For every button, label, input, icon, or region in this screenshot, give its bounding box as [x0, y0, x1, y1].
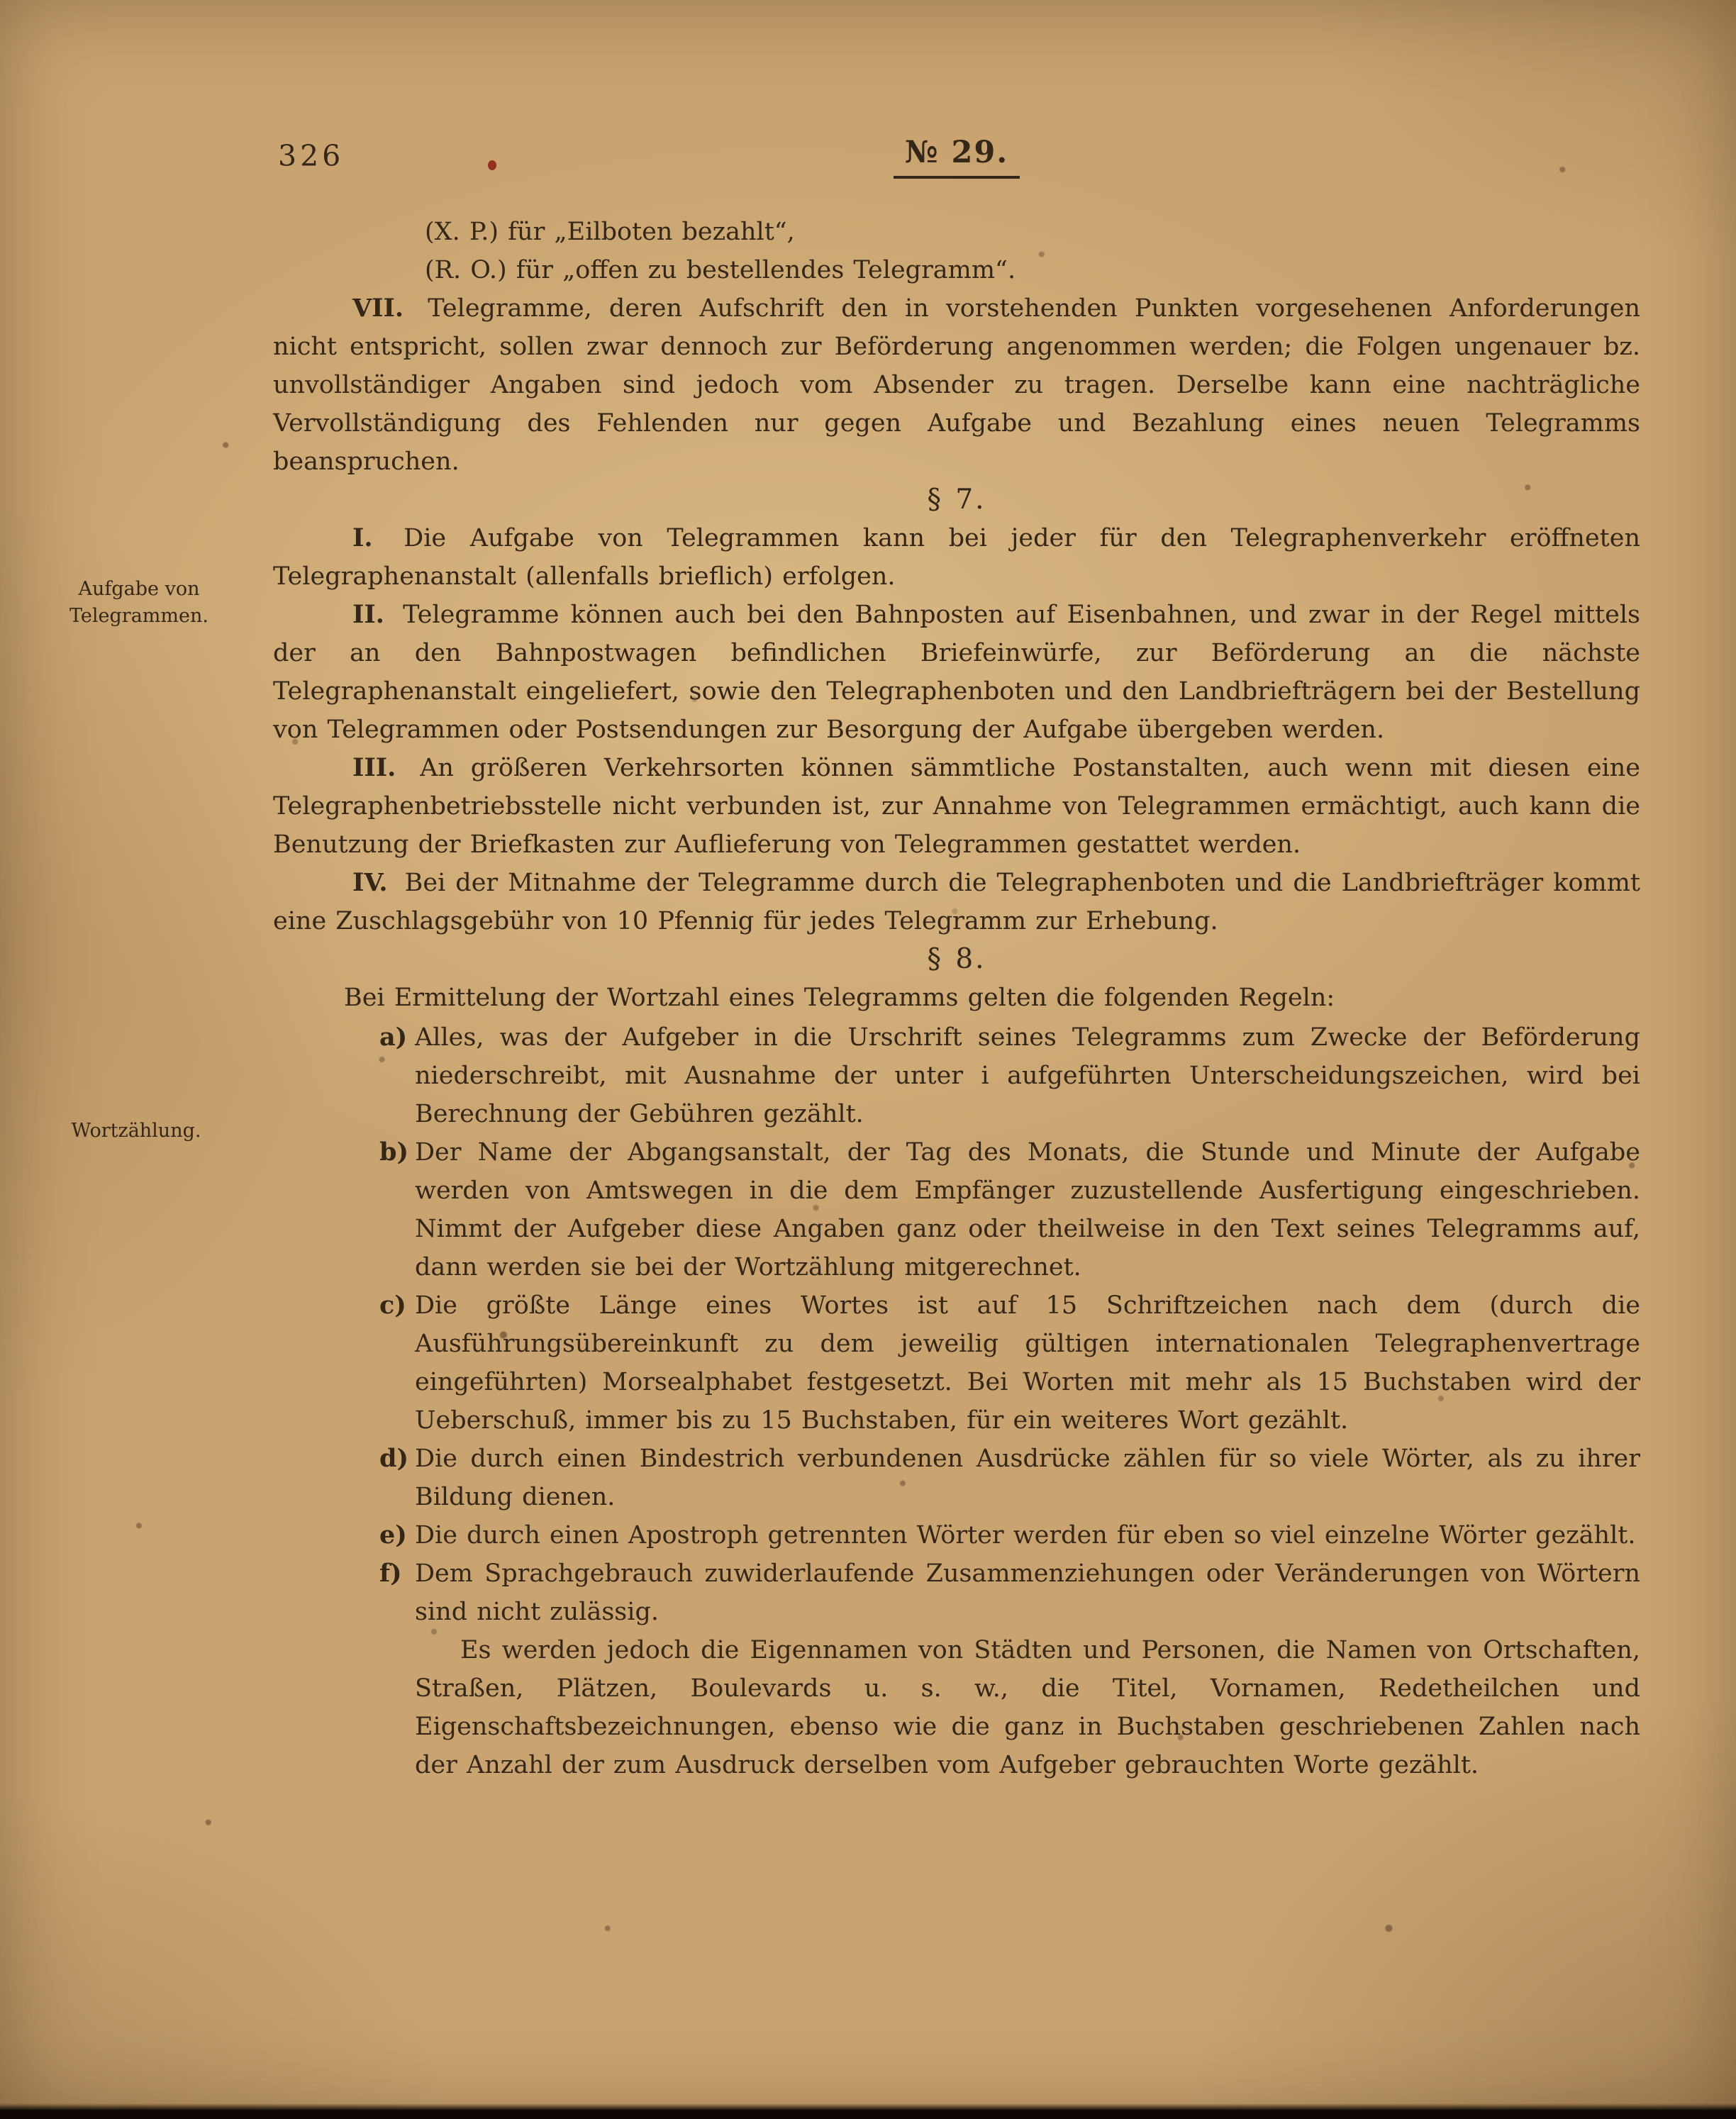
section7-item [273, 749, 1640, 864]
page-number: 326 [278, 139, 345, 173]
rule-text: Alles, was der Aufgeber in die Urschrift seines Telegramms zum Zwecke der Beförderung niederschreibt, mit Ausnahme der unter i aufgeführten Unterscheidungszeichen, wird bei Berechnung der Gebühren gezählt. [415, 1023, 1640, 1128]
paragraph-text: An größeren Verkehrsorten können sämmtliche Postanstalten, auch wenn mit diesen eine Telegraphenbetriebsstelle nicht verbunden ist, zur Annahme von Telegrammen ermächtigt, auch kann die Benutzung der Briefkasten zur Auflieferung von Telegrammen gestattet werden. [273, 754, 1640, 859]
scan-edge-shadow [0, 2103, 1736, 2119]
rule-item [379, 1516, 1640, 1555]
preamble-line: (R. O.) für „offen zu bestellendes Telegramm“. [425, 256, 1016, 284]
section8-closing: Es werden jedoch die Eigennamen von Städten und Personen, die Namen von Ortschaften, Straßen, Plätzen, Boulevards u. s. w., die Titel, Vornamen, Redetheilchen und Eigenschaftsbezeichnungen, ebenso wie die ganz in Buchstaben geschriebenen Zahlen nach der Anzahl der zum Ausdruck derselben vom Aufgeber gebrauchten Worte gezählt. [415, 1636, 1640, 1779]
text-column [273, 213, 1640, 1784]
section-heading-8: § 8. [927, 943, 986, 975]
issue-number: № 29. [894, 135, 1020, 179]
rule-item [379, 1286, 1640, 1440]
rule-letter: f) [379, 1559, 402, 1588]
rule-letter: d) [379, 1444, 409, 1473]
paragraph-text: Telegramme, deren Aufschrift den in vorstehenden Punkten vorgesehenen Anforderungen nicht entspricht, sollen zwar dennoch zur Beförderung angenommen werden; die Folgen ungenauer bz. unvollständiger Angaben sind jedoch vom Absender zu tragen. Derselbe kann eine nachträgliche Vervollständigung des Fehlenden nur gegen Aufgabe und Bezahlung eines neuen Telegramms beanspruchen. [273, 294, 1640, 476]
rule-letter: a) [379, 1023, 408, 1052]
section7-item [273, 519, 1640, 596]
paragraph-text: Telegramme können auch bei den Bahnposten auf Eisenbahnen, und zwar in der Regel mittels der an den Bahnpostwagen befindlichen Briefeinwürfe, zur Beförderung an die nächste Telegraphenanstalt eingeliefert, sowie den Telegraphenboten und den Landbriefträgern bei der Bestellung von Telegrammen oder Postsendungen zur Besorgung der Aufgabe übergeben werden. [273, 601, 1640, 744]
paragraph-numeral: VII. [352, 294, 404, 323]
preamble-line: (X. P.) für „Eilboten bezahlt“, [425, 218, 795, 246]
rule-text: Die größte Länge eines Wortes ist auf 15 Schriftzeichen nach dem (durch die Ausführungsübereinkunft zu dem jeweilig gültigen internationalen Telegraphenvertrage eingeführten) Morsealphabet festgesetzt. Bei Worten mit mehr als 15 Buchstaben wird der Ueberschuß, immer bis zu 15 Buchstaben, für ein weiteres Wort gezählt. [415, 1291, 1640, 1435]
rule-item [379, 1555, 1640, 1631]
section7-item [273, 864, 1640, 940]
rule-item [379, 1018, 1640, 1133]
rule-text: Die durch einen Bindestrich verbundenen Ausdrücke zählen für so viele Wörter, als zu ihrer Bildung dienen. [415, 1445, 1640, 1511]
rule-item [379, 1133, 1640, 1286]
section8-rules [379, 1018, 1640, 1784]
section8-intro: Bei Ermittelung der Wortzahl eines Telegramms gelten die folgenden Regeln: [344, 984, 1335, 1012]
margin-note-wortzaehlung: Wortzählung. [71, 1120, 201, 1142]
rule-text: Die durch einen Apostroph getrennten Wörter werden für eben so viel einzelne Wörter gezählt. [415, 1521, 1636, 1550]
margin-note-aufgabe: Aufgabe von Telegrammen. [69, 578, 208, 627]
paragraph-text: Die Aufgabe von Telegrammen kann bei jeder für den Telegraphenverkehr eröffneten Telegraphenanstalt (allenfalls brieflich) erfolgen. [273, 524, 1640, 591]
rule-letter: b) [379, 1138, 409, 1167]
paragraph-numeral: III. [352, 753, 396, 782]
paragraph-vii [273, 289, 1640, 481]
section7-item [273, 596, 1640, 749]
paragraph-numeral: II. [352, 600, 384, 629]
rule-text: Dem Sprachgebrauch zuwiderlaufende Zusammenziehungen oder Veränderungen von Wörtern sind nicht zulässig. [415, 1559, 1640, 1626]
section-heading-7: § 7. [927, 484, 986, 516]
paragraph-numeral: I. [352, 523, 373, 552]
rule-letter: c) [379, 1291, 406, 1320]
rule-text: Der Name der Abgangsanstalt, der Tag des Monats, die Stunde und Minute der Aufgabe werden von Amtswegen in die dem Empfänger zuzustellende Ausfertigung eingeschrieben. Nimmt der Aufgeber diese Angaben ganz oder theilweise in den Text seines Telegramms auf, dann werden sie bei der Wortzählung mitgerechnet. [415, 1138, 1640, 1281]
rule-letter: e) [379, 1520, 407, 1550]
issue-number-row [273, 135, 1640, 179]
rule-item [379, 1440, 1640, 1516]
paragraph-text: Bei der Mitnahme der Telegramme durch die Telegraphenboten und die Landbriefträger kommt eine Zuschlagsgebühr von 10 Pfennig für jedes Telegramm zur Erhebung. [273, 869, 1640, 935]
ink-spot [488, 160, 496, 170]
paragraph-numeral: IV. [352, 868, 388, 897]
